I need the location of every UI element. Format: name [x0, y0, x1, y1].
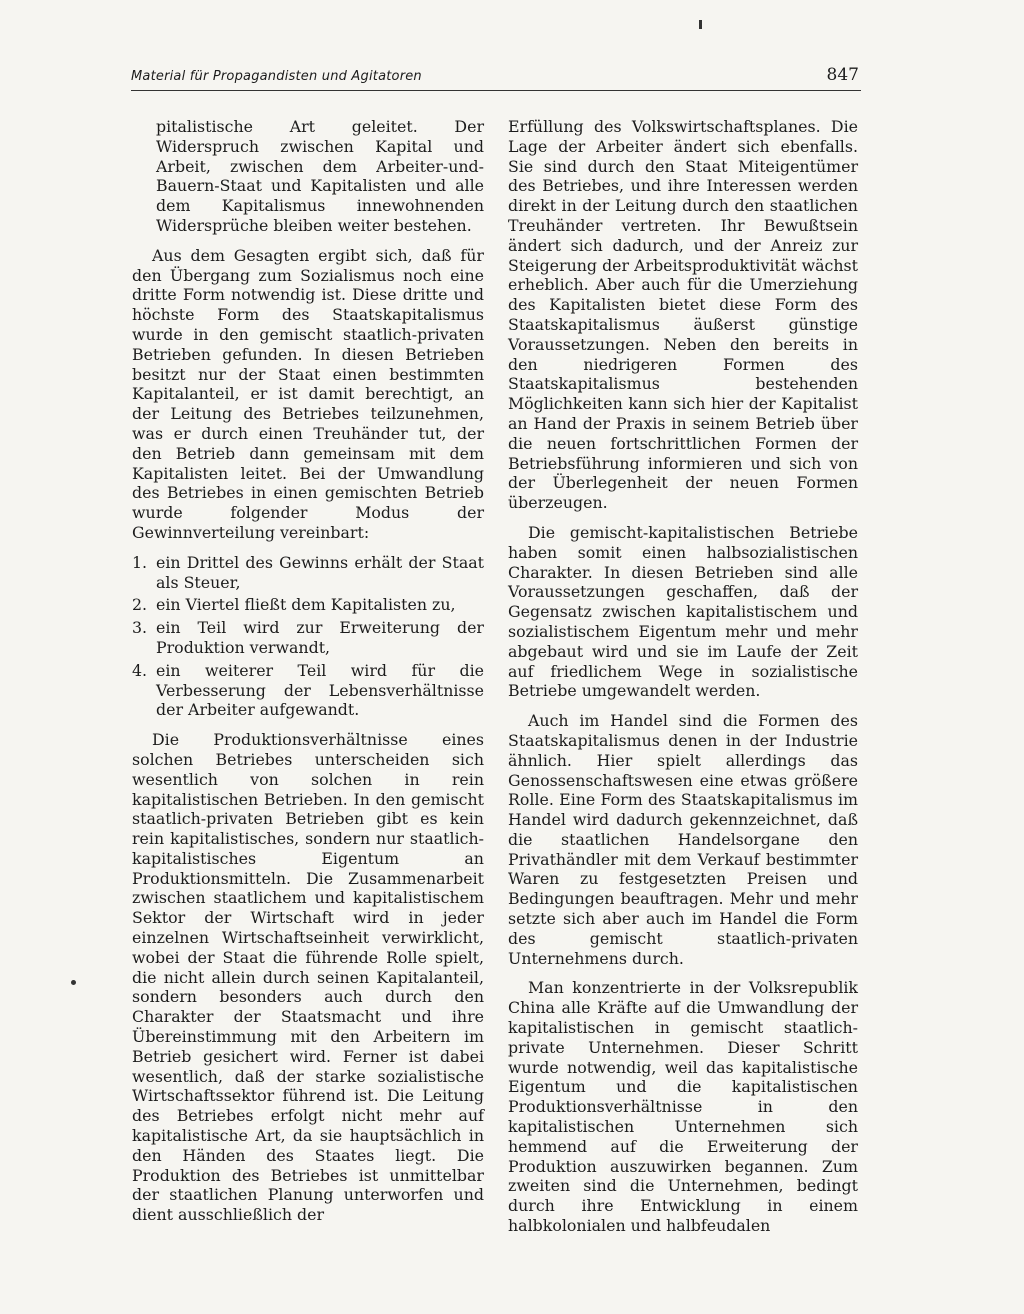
- paragraph: pitalistische Art geleitet. Der Widerspruch zwischen Kapital und Arbeit, zwischen dem Arbeiter-und-Bauern-Staat und Kapitalisten und alle dem Kapitalismus innewohnenden Widersprüche bleiben weiter bestehen.: [156, 117, 484, 235]
- paragraph: Man konzentrierte in der Volksrepublik China alle Kräfte auf die Umwandlung der kapitalistischen in gemischt staatlich-private Unternehmen. Dieser Schritt wurde notwendig, weil das kapitalistische Eigentum und die kapitalistischen Produktionsverhältnisse in den kapitalistischen Unternehmen sich hemmend auf die Erweiterung der Produktion auszuwirken begannen. Zum zweiten sind die Unternehmen, bedingt durch ihre Entwicklung in einem halbkolonialen und halbfeudalen: [508, 978, 858, 1236]
- list-item: [132, 595, 484, 615]
- list-text: ein weiterer Teil wird für die Verbesserung der Lebensverhältnisse der Arbeiter aufgewandt.: [156, 660, 484, 720]
- left-column: [132, 117, 484, 1235]
- profit-distribution-list: [132, 553, 484, 720]
- header-rule: [131, 90, 861, 91]
- list-number: 4.: [132, 660, 148, 680]
- running-title: Material für Propagandisten und Agitatoren: [131, 69, 422, 84]
- paragraph: Aus dem Gesagten ergibt sich, daß für den Übergang zum Sozialismus noch eine dritte Form notwendig ist. Diese dritte und höchste Form des Staatskapitalismus wurde in den gemischt staatlich-privaten Betrieben gefunden. In diesen Betrieben besitzt nur der Staat einen bestimmten Kapitalanteil, er ist damit berechtigt, an der Leitung des Betriebes teilzunehmen, was er durch einen Treuhänder tut, der den Betrieb dann gemeinsam mit dem Kapitalisten leitet. Bei der Umwandlung des Betriebes in einen gemischten Betrieb wurde folgender Modus der Gewinnverteilung vereinbart:: [132, 245, 484, 542]
- list-text: ein Teil wird zur Erweiterung der Produktion verwandt,: [156, 618, 484, 657]
- list-item: [132, 661, 484, 720]
- list-text: ein Viertel fließt dem Kapitalisten zu,: [156, 595, 456, 615]
- paragraph: Auch im Handel sind die Formen des Staatskapitalismus denen in der Industrie ähnlich. Hier spielt allerdings das Genossenschaftswesen eine etwas größere Rolle. Eine Form des Staatskapitalismus im Handel wird dadurch gekennzeichnet, daß die staatlichen Handelsorgane den Privathändler mit dem Verkauf bestimmter Waren zu festgesetzten Preisen und Bedingungen beauftragen. Mehr und mehr setzte sich aber auch im Handel die Form des gemischt staatlich-privaten Unternehmens durch.: [508, 711, 858, 968]
- paragraph: Die Produktionsverhältnisse eines solchen Betriebes unterscheiden sich wesentlich von solchen in rein kapitalistischen Betrieben. In den gemischt staatlich-privaten Betrieben gibt es kein rein kapitalistisches, sondern nur staatlich-kapitalistisches Eigentum an Produktionsmitteln. Die Zusammenarbeit zwischen staatlichem und kapitalistischem Sektor der Wirtschaft wird in jeder einzelnen Wirtschaftseinheit verwirklicht, wobei der Staat die führende Rolle spielt, die nicht allein durch seinen Kapitalanteil, sondern besonders auch durch den Charakter der Staatsmacht und ihre Übereinstimmung mit den Arbeitern im Betrieb gesichert wird. Ferner ist dabei wesentlich, daß der starke sozialistische Wirtschaftssektor führend ist. Die Leitung des Betriebes erfolgt nicht mehr auf kapitalistische Art, da sie hauptsächlich in den Händen des Staates liegt. Die Produktion des Betriebes ist unmittelbar der staatlichen Planung unterworfen und dient ausschließlich der: [132, 730, 484, 1225]
- margin-dot: [71, 980, 76, 985]
- paragraph: Erfüllung des Volkswirtschaftsplanes. Die Lage der Arbeiter ändert sich ebenfalls. Sie sind durch den Staat Miteigentümer des Betriebes, und ihre Interessen werden direkt in der Leitung durch den staatlichen Treuhänder vertreten. Ihr Bewußtsein ändert sich dadurch, und der Anreiz zur Steigerung der Arbeitsproduktivität wächst erheblich. Aber auch für die Umerziehung des Kapitalisten bietet diese Form des Staatskapitalismus äußerst günstige Voraussetzungen. Neben den bereits in den niedrigeren Formen des Staatskapitalismus bestehenden Möglichkeiten kann sich hier der Kapitalist an Hand der Praxis in seinem Betrieb über die neuen fortschrittlichen Formen der Betriebsführung informieren und sich von der Überlegenheit der neuen Formen überzeugen.: [508, 117, 858, 513]
- right-column: [508, 117, 858, 1246]
- paragraph: Die gemischt-kapitalistischen Betriebe haben somit einen halbsozialistischen Charakter. In diesen Betrieben sind alle Voraussetzungen geschaffen, daß der Gegensatz zwischen kapitalistischem und sozialistischem Eigentum mehr und mehr abgebaut wird und sie im Laufe der Zeit auf friedlichem Wege in sozialistische Betriebe umgewandelt werden.: [508, 522, 858, 701]
- list-item: [132, 618, 484, 658]
- list-item: [132, 553, 484, 593]
- page-number: 847: [826, 65, 859, 85]
- list-text: ein Drittel des Gewinns erhält der Staat als Steuer,: [156, 552, 484, 592]
- list-number: 1.: [132, 552, 148, 572]
- list-number: 3.: [132, 618, 148, 638]
- list-number: 2.: [132, 595, 148, 615]
- scan-speck: [699, 20, 702, 29]
- page-header: [131, 65, 861, 89]
